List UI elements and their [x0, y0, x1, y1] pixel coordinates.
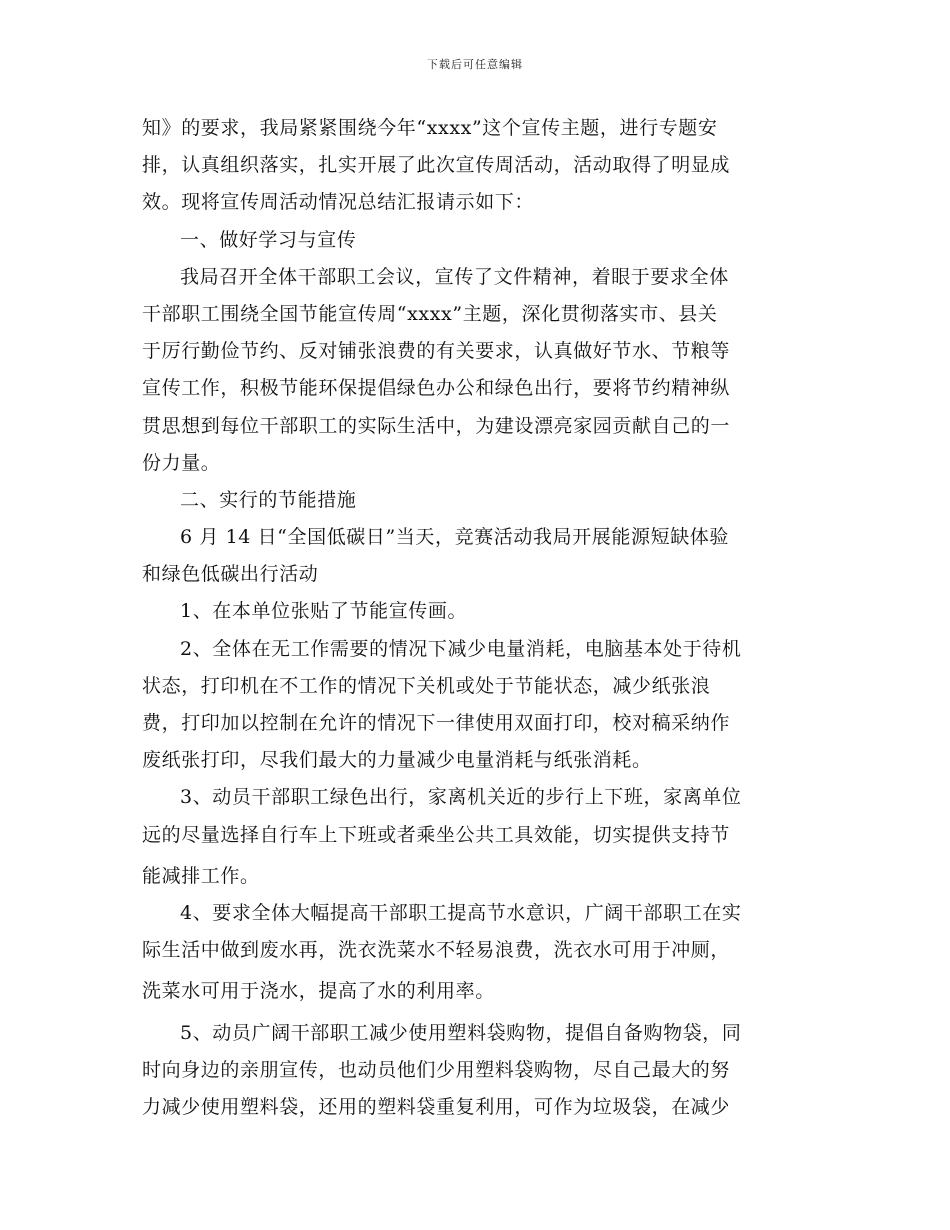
text-line: 1、在本单位张贴了节能宣传画。 — [180, 600, 468, 623]
text-line: 时向身边的亲朋宣传，也动员他们少用塑料袋购物，尽自己最大的努 — [142, 1058, 731, 1081]
text-line: 贯思想到每位干部职工的实际生活中，为建设漂亮家园贡献自己的一 — [142, 414, 731, 437]
text-line: 际生活中做到废水再，洗衣洗菜水不轻易浪费，洗衣水可用于冲厕， — [142, 939, 731, 962]
document-body — [142, 110, 806, 1126]
text-line: 费，打印加以控制在允许的情况下一律使用双面打印，校对稿采纳作 — [142, 712, 731, 734]
text-line: 干部职工围绕全国节能宣传周“xxxx”主题，深化贯彻落实市、县关 — [142, 302, 718, 325]
text-line: 排，认真组织落实，扎实开展了此次宣传周活动，活动取得了明显成 — [142, 154, 731, 177]
text-line: 3、动员干部职工绿色出行，家离机关近的步行上下班，家离单位 — [180, 786, 742, 809]
text-line: 力减少使用塑料袋，还用的塑料袋重复利用，可作为垃圾袋，在减少 — [142, 1095, 731, 1118]
text-line: 能减排工作。 — [142, 864, 260, 887]
text-line: 宣传工作，积极节能环保提倡绿色办公和绿色出行，要将节约精神纵 — [142, 377, 731, 400]
text-line: 洗菜水可用于浇水，提高了水的利用率。 — [142, 980, 495, 1003]
text-line: 份力量。 — [142, 451, 221, 474]
text-line: 二、实行的节能措施 — [180, 488, 357, 511]
text-line: 废纸张打印，尽我们最大的力量减少电量消耗与纸张消耗。 — [142, 749, 652, 772]
text-line: 和绿色低碳出行活动 — [142, 563, 319, 586]
text-line: 2、全体在无工作需要的情况下减少电量消耗，电脑基本处于待机 — [180, 637, 742, 660]
text-line: 于厉行勤俭节约、反对铺张浪费的有关要求，认真做好节水、节粮等 — [142, 340, 731, 363]
text-line: 知》的要求，我局紧紧围绕今年“xxxx”这个宣传主题，进行专题安 — [142, 117, 718, 139]
text-line: 4、要求全体大幅提高干部职工提高节水意识，广阔干部职工在实 — [180, 901, 742, 924]
text-line: 一、做好学习与宣传 — [180, 228, 357, 251]
text-line: 状态，打印机在不工作的情况下关机或处于节能状态，减少纸张浪 — [142, 674, 711, 697]
text-line: 6 月 14 日“全国低碳日”当天，竞赛活动我局开展能源短缺体验 — [180, 526, 730, 549]
text-line: 5、动员广阔干部职工减少使用塑料袋购物，提倡自备购物袋，同 — [180, 1021, 742, 1044]
text-line: 我局召开全体干部职工会议，宣传了文件精神，着眼于要求全体 — [180, 265, 729, 288]
page-header: 下载后可任意编辑 — [427, 58, 523, 71]
text-line: 效。现将宣传周活动情况总结汇报请示如下： — [142, 191, 535, 214]
text-line: 远的尽量选择自行车上下班或者乘坐公共工具效能，切实提供支持节 — [142, 823, 731, 846]
